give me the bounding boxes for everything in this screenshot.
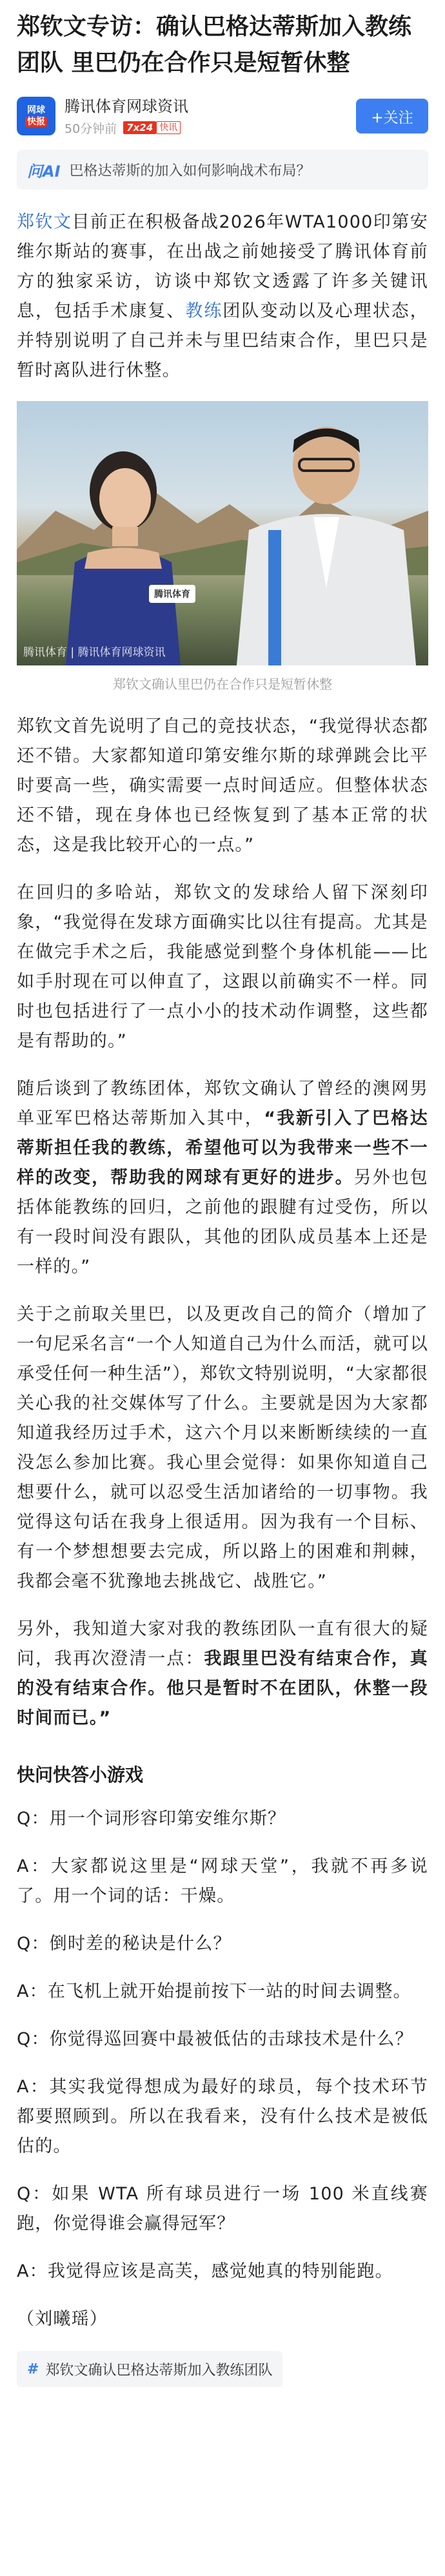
qa-item: A：大家都说这里是“网球天堂”，我就不再多说了。用一个词的话：干燥。: [17, 1856, 428, 1906]
author-row: [17, 93, 428, 139]
paragraph-5: 关于之前取关里巴，以及更改自己的简介（增加了一句尼采名言“一个人知道自己为什么而活，就可以承受任何一种生活”），郑钦文特别说明，“大家都很关心我的社交媒体写了什么。主要就是因为大家都知道我经历过手术，这六个月以来断断续续的一直没怎么参加比赛。我心里会觉得：如果你知道自己想要什么，就可以忍受生活加诸给的一切事物。我觉得这句话在我身上很适用。因为我有一个目标、有一个梦想想要去完成，所以路上的困难和荆棘，我都会毫不犹豫地去挑战它、战胜它。”: [17, 1304, 428, 1591]
qa-item: A：我觉得应该是高芙，感觉她真的特别能跑。: [17, 2261, 393, 2281]
author-info: [64, 96, 356, 137]
publish-time: 50分钟前: [64, 121, 117, 136]
ask-ai-badge: 问AI: [27, 162, 61, 181]
paragraph-6-text-a: 另外，我知道大家对我的教练团队一直有很大的疑问，我再次澄清一点：: [17, 1619, 428, 1669]
paragraph-1: [17, 208, 428, 386]
paragraph-2: 郑钦文首先说明了自己的竞技状态，“我觉得状态都还不错。大家都知道印第安维尔斯的球弹跳会比平时要高一些，确实需要一点时间适应。但整体状态还不错，现在身体也已经恢复到了基本正常的状态，这是我比较开心的一点。”: [17, 716, 428, 855]
qa-item: Q：倒时差的秘诀是什么？: [17, 1934, 232, 1954]
photo-caption: 郑钦文确认里巴仍在合作只是短暂休整: [113, 676, 332, 692]
paragraph-4-text-a: 随后谈到了教练团体，郑钦文确认了曾经的澳网男单亚军巴格达蒂斯加入其中，: [17, 1079, 428, 1128]
paragraph-6-bold: 我跟里巴没有结束合作，真的没有结束合作。他只是暂时不在团队，休整一段时间而已。”: [17, 1649, 429, 1728]
qa-item: Q：如果 WTA 所有球员进行一场 100 米直线赛跑，你觉得谁会赢得冠军？: [17, 2184, 428, 2234]
avatar-text-bottom: 快报: [25, 117, 47, 127]
author-name[interactable]: 腾讯体育网球资讯: [64, 97, 188, 115]
topic-tag[interactable]: [17, 2351, 282, 2387]
microphone-logo: 腾讯体育: [149, 585, 195, 603]
qa-item: A：其实我觉得想成为最好的球员，每个技术环节都要照顾到。所以在我看来，没有什么技术是被低估的。: [17, 2077, 428, 2156]
paragraph-3: 在回归的多哈站，郑钦文的发球给人留下深刻印象，“我觉得在发球方面确实比以往有提高。尤其是在做完手术之后，我能感觉到整个身体机能——比如手肘现在可以伸直了，这跟以前确实不一样。同时也包括进行了一点小小的技术动作调整，这些都是有帮助的。”: [17, 883, 428, 1051]
qa-item: A：在飞机上就开始提前按下一站的时间去调整。: [17, 1981, 411, 2001]
player-figure: [49, 440, 197, 665]
badge-7x24: 7x24: [123, 121, 156, 134]
avatar[interactable]: [17, 97, 55, 135]
article-photo[interactable]: [17, 401, 428, 665]
player-link[interactable]: 郑钦文: [17, 212, 72, 232]
paragraph-4-bold: “我新引入了巴格达蒂斯担任我的教练，希望他可以为我带来一些不一样的改变，帮助我的网球有更好的进步。: [17, 1108, 428, 1188]
qa-item: Q：你觉得巡回赛中最被低估的击球技术是什么？: [17, 2029, 413, 2049]
article-title: 郑钦文专访：确认巴格达蒂斯加入教练团队 里巴仍在合作只是短暂休整: [17, 14, 412, 76]
hash-icon: #: [27, 2361, 39, 2377]
meta-row: [64, 119, 356, 137]
reporter-figure: [230, 420, 423, 665]
ask-ai-box[interactable]: [17, 150, 428, 190]
qa-item: Q：用一个词形容印第安维尔斯？: [17, 1809, 286, 1829]
section-title: 快问快答小游戏: [17, 1764, 144, 1785]
avatar-text-top: 网球: [27, 105, 45, 115]
follow-button[interactable]: +关注: [356, 99, 428, 133]
ask-ai-question: 巴格达蒂斯的加入如何影响战术布局？: [69, 162, 311, 179]
paragraph-1-text-a: 目前正在积极备战2026年WTA1000印第安维尔斯站的赛事，在出战之前她接受了腾讯体育前方的独家采访，访谈中郑钦文透露了许多关键讯息，包括手术康复、: [17, 212, 428, 321]
coach-link[interactable]: 教练: [185, 301, 223, 321]
badge-news: 快讯: [156, 121, 181, 134]
paragraph-6: [17, 1615, 428, 1733]
signature: （刘曦瑶）: [17, 2309, 108, 2329]
paragraph-4: [17, 1074, 428, 1282]
paragraph-1-text-b: 团队变动以及心理状态，并特别说明了自己并未与里巴结束合作，里巴只是暂时离队进行休整。: [17, 301, 428, 380]
paragraph-4-text-b: 另外也包括体能教练的回归，之前他的跟腱有过受伤，所以有一段时间没有跟队，其他的团队成员基本上还是一样的。”: [17, 1168, 428, 1277]
image-watermark: 腾讯体育 | 腾讯体育网球资讯: [23, 646, 166, 659]
topic-text: 郑钦文确认巴格达蒂斯加入教练团队: [45, 2362, 273, 2379]
